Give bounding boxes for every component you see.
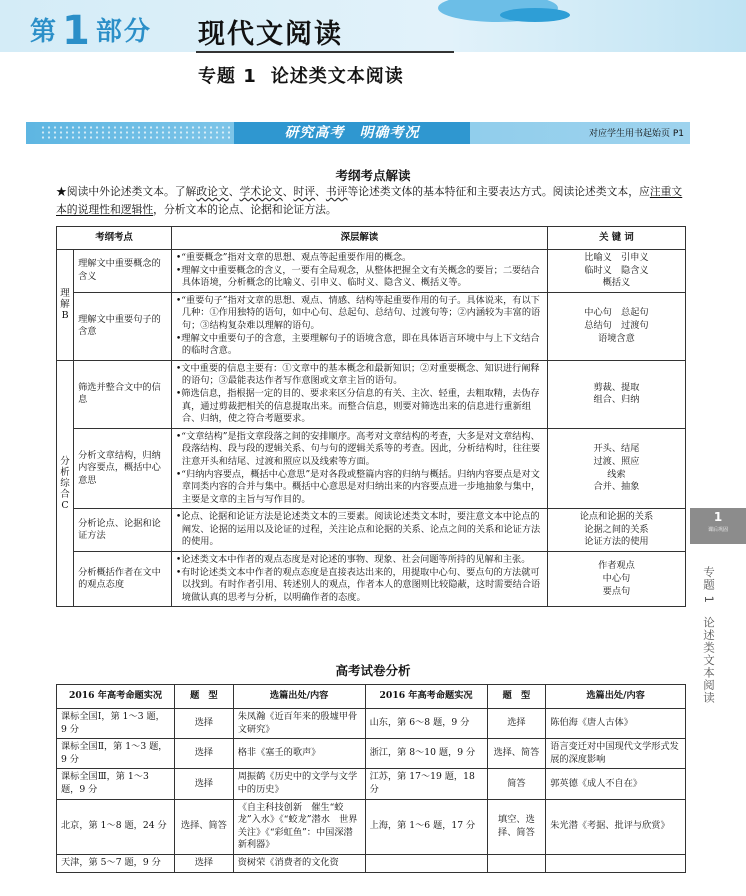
analysis-row xyxy=(57,854,686,872)
outline-intro xyxy=(56,183,686,219)
analysis-cell xyxy=(365,854,487,872)
topic-label: 专题 1 xyxy=(198,66,257,87)
topic-title xyxy=(198,62,404,88)
analysis-cell: 资树荣《消费者的文化资 xyxy=(233,854,365,872)
analysis-cell: 语言变迁对中国现代文学形式发展的深度影响 xyxy=(546,739,686,769)
analysis-cell: 上海，第 1～6 题，17 分 xyxy=(365,799,487,854)
analysis-cell: 选择 xyxy=(175,854,234,872)
analysis-cell: 课标全国Ⅰ，第 1～3 题，9 分 xyxy=(57,709,175,739)
keyword-line: 要点句 xyxy=(602,585,631,597)
intro-text: ，分析文本的论点、论据和论证方法。 xyxy=(153,203,337,216)
outline-desc-item: •理解文中重要概念的含义，一要有全局观念，从整体把握全文有关概念的要旨；二要结合具体语境，分析概念的比喻义、引申义、临时义、隐含义、概括义等。 xyxy=(175,264,540,289)
analysis-header: 选篇出处/内容 xyxy=(546,685,686,709)
analysis-cell xyxy=(487,854,546,872)
analysis-cell: 郭英德《成人不自在》 xyxy=(546,769,686,799)
outline-desc xyxy=(171,428,547,509)
analysis-cell: 《自主科技创新 催生“蛟龙”入水》《“蛟龙”潜水 世界关注》《“彩虹鱼”：中国深潜新利器》 xyxy=(233,799,365,854)
intro-text: 、 xyxy=(315,185,326,198)
outline-desc-item: •论点、论据和论证方法是论述类文本的三要素。阅读论述类文本时，要注意文本中论点的阐发、论据的运用以及论证的过程，关注论点和论据的关系、论点之间的关系和论证方法的使用。 xyxy=(175,511,541,548)
outline-header-point: 考纲考点 xyxy=(57,227,172,250)
keyword-line: 线索 xyxy=(607,468,626,480)
banner-title: 研究高考 明确考况 xyxy=(234,122,470,144)
banner-dot-pattern xyxy=(40,125,230,141)
analysis-row xyxy=(57,739,686,769)
side-vertical-title: 专题 1 论述类文本阅读 xyxy=(702,566,716,704)
analysis-cell: 浙江，第 8～10 题，9 分 xyxy=(365,739,487,769)
analysis-row xyxy=(57,799,686,854)
keyword-line: 比喻义 引申义 xyxy=(584,252,649,263)
analysis-cell: 山东，第 6～8 题，9 分 xyxy=(365,709,487,739)
cloud-decoration-shadow xyxy=(500,8,570,22)
outline-row xyxy=(57,360,686,428)
intro-genre-term: 书评 xyxy=(325,185,348,198)
analysis-cell: 选择 xyxy=(175,769,234,799)
outline-desc-item: •“文章结构”是指文章段落之间的安排顺序。高考对文章结构的考查，大多是对文章结构、段落结构、段与段的逻辑关系、句与句的逻辑关系等的考查。因此，分析结构时，往往要注意开头和结尾、过渡和照应以及线索等方面。 xyxy=(175,430,541,467)
analysis-row xyxy=(57,769,686,799)
keyword-line: 剪裁、提取 xyxy=(593,381,640,393)
analysis-header: 2016 年高考命题实况 xyxy=(57,685,175,709)
analysis-cell: 周振鹤《历史中的文学与文学中的历史》 xyxy=(233,769,365,799)
part-prefix: 第 xyxy=(30,17,59,47)
analysis-header: 2016 年高考命题实况 xyxy=(365,685,487,709)
side-tab-label: 课后巩固 xyxy=(707,527,728,533)
intro-genre-term: 政论文 xyxy=(196,185,229,198)
outline-title: 考纲考点解读 xyxy=(335,168,411,183)
outline-desc-item: •“重要句子”指对文章的思想、观点、情感、结构等起重要作用的句子。具体说来，有以下几种：①作用独特的语句，如中心句、总起句、总结句、过渡句等；②内涵较为丰富的语句；③结构复杂难以理解的语句。 xyxy=(175,294,541,331)
outline-table xyxy=(56,226,686,607)
keyword-line: 过渡、照应 xyxy=(593,455,640,467)
outline-point: 分析论点、论据和论证方法 xyxy=(74,509,172,552)
section-title: 现代文阅读 xyxy=(198,19,343,50)
outline-row xyxy=(57,292,686,360)
outline-desc xyxy=(171,552,547,607)
outline-keywords xyxy=(547,250,685,293)
outline-point: 理解文中重要句子的含意 xyxy=(74,292,172,360)
section-banner xyxy=(26,122,690,144)
analysis-cell: 课标全国Ⅲ，第 1～3 题，9 分 xyxy=(57,769,175,799)
banner-page-ref: 对应学生用书起始页 P1 xyxy=(588,129,684,139)
title-divider xyxy=(196,51,454,53)
keyword-line: 开头、结尾 xyxy=(593,443,640,455)
outline-desc xyxy=(171,292,547,360)
analysis-cell: 选择 xyxy=(175,739,234,769)
analysis-cell: 格非《塞壬的歌声》 xyxy=(233,739,365,769)
outline-keywords xyxy=(547,360,685,428)
outline-row xyxy=(57,509,686,552)
outline-point: 理解文中重要概念的含义 xyxy=(74,250,172,293)
intro-genre-term: 时评 xyxy=(293,185,316,198)
keyword-line: 论证方法的使用 xyxy=(584,536,649,548)
keyword-line: 中心句 总起句 xyxy=(584,307,649,319)
analysis-cell: 天津，第 5～7 题，9 分 xyxy=(57,854,175,872)
outline-desc-item: •文中重要的信息主要有：①文章中的基本概念和最新知识；②对重要概念、知识进行阐释的语句；③最能表达作者写作意图或文章主旨的语句。 xyxy=(175,362,540,387)
keyword-line: 临时义 隐含义 xyxy=(584,264,649,276)
outline-desc-item: •有时论述类文本中作者的观点态度是直接表达出来的，用提取中心句、要点句的方法就可以找到。有时作者引用、转述别人的观点，作者本人的意图则比较隐蔽，这时需要结合语境做认真的思考与分析，以明确作者的态度。 xyxy=(175,566,541,603)
outline-desc-item: •理解文中重要句子的含意，主要理解句子的语境含意，即在具体语言环境中与上下文结合的临时含意。 xyxy=(175,332,540,357)
intro-text: ★阅读中外论述类文本。了解 xyxy=(56,185,197,198)
analysis-cell: 选择 xyxy=(175,709,234,739)
outline-point: 分析概括作者在文中的观点态度 xyxy=(74,552,172,607)
outline-header-keywords: 关 键 词 xyxy=(547,227,685,250)
intro-text: 、 xyxy=(282,185,294,198)
keyword-line: 中心句 xyxy=(602,572,631,584)
analysis-cell: 朱光潜《考据、批评与欣赏》 xyxy=(546,799,686,854)
outline-desc-item: •“重要概念”指对文章的思想、观点等起重要作用的概念。 xyxy=(175,252,412,263)
analysis-cell xyxy=(546,854,686,872)
keyword-line: 论点和论据的关系 xyxy=(579,511,654,523)
outline-keywords xyxy=(547,552,685,607)
outline-desc-item: •筛选信息，指根据一定的目的、要求来区分信息的有关、主次、轻重，去粗取精，去伪存真，通过剪裁把相关的信息提取出来。而整合信息，则要对筛选出来的信息进行重新组合、归纳，使之符合考题要求。 xyxy=(175,387,540,425)
analysis-header: 选篇出处/内容 xyxy=(233,685,365,709)
keyword-line: 概括义 xyxy=(602,277,631,289)
analysis-table xyxy=(56,684,686,873)
outline-header-desc: 深层解读 xyxy=(171,227,547,250)
keyword-line: 组合、归纳 xyxy=(593,394,640,406)
analysis-header: 题 型 xyxy=(175,685,234,709)
analysis-cell: 简答 xyxy=(487,769,546,799)
part-number: 1 xyxy=(62,8,92,54)
part-suffix: 部分 xyxy=(95,17,152,47)
outline-category: 分 析 综 合 C xyxy=(57,360,74,607)
analysis-title: 高考试卷分析 xyxy=(335,663,411,678)
intro-genre-term: 学术论文 xyxy=(239,185,283,198)
analysis-row xyxy=(57,709,686,739)
analysis-cell: 课标全国Ⅱ，第 1～3 题，9 分 xyxy=(57,739,175,769)
outline-keywords xyxy=(547,509,685,552)
analysis-cell: 陈伯海《唐人古体》 xyxy=(546,709,686,739)
analysis-cell: 江苏，第 17～19 题，18 分 xyxy=(365,769,487,799)
keyword-line: 作者观点 xyxy=(598,560,635,572)
part-label xyxy=(30,8,152,54)
analysis-cell: 选择 xyxy=(487,709,546,739)
keyword-line: 论据之间的关系 xyxy=(584,523,649,535)
side-tab-number: 1 xyxy=(713,510,723,524)
outline-desc xyxy=(171,509,547,552)
intro-text: 等论述类文体的基本特征和主要表达方式。阅读论述类文本，应 xyxy=(347,185,650,198)
outline-desc-item: •“归纳内容要点，概括中心意思”是对各段或整篇内容的归纳与概括。归纳内容要点是对文章同类内容的合并与集中。概括中心意思是对归纳出来的内容要点进一步地抽象与集中，主要是文章的主旨与写作目的。 xyxy=(175,468,541,505)
outline-keywords xyxy=(547,292,685,360)
side-tab xyxy=(690,508,746,544)
keyword-line: 语境含意 xyxy=(598,332,635,344)
outline-row xyxy=(57,428,686,509)
intro-text: 、 xyxy=(228,185,240,198)
outline-keywords xyxy=(547,428,685,509)
analysis-cell: 北京，第 1～8 题，24 分 xyxy=(57,799,175,854)
outline-point: 筛选并整合文中的信息 xyxy=(74,360,172,428)
outline-desc xyxy=(171,250,547,293)
analysis-cell: 选择、简答 xyxy=(175,799,234,854)
intro-key-phrase: 注重文本的说理性和逻辑性 xyxy=(56,185,683,216)
outline-row xyxy=(57,250,686,293)
keyword-line: 合并、抽象 xyxy=(593,481,640,493)
keyword-line: 总结句 过渡句 xyxy=(584,319,649,331)
analysis-cell: 朱凤瀚《近百年来的殷墟甲骨文研究》 xyxy=(233,709,365,739)
analysis-cell: 选择、简答 xyxy=(487,739,546,769)
topic-name: 论述类文本阅读 xyxy=(270,66,404,87)
analysis-cell: 填空、选择、简答 xyxy=(487,799,546,854)
outline-desc-item: •论述类文本中作者的观点态度是对论述的事物、现象、社会问题等所持的见解和主张。 xyxy=(175,554,531,566)
outline-desc xyxy=(171,360,547,428)
outline-row xyxy=(57,552,686,607)
analysis-header: 题 型 xyxy=(487,685,546,709)
outline-category: 理 解 B xyxy=(57,250,74,361)
outline-point: 分析文章结构，归纳内容要点，概括中心意思 xyxy=(74,428,172,509)
